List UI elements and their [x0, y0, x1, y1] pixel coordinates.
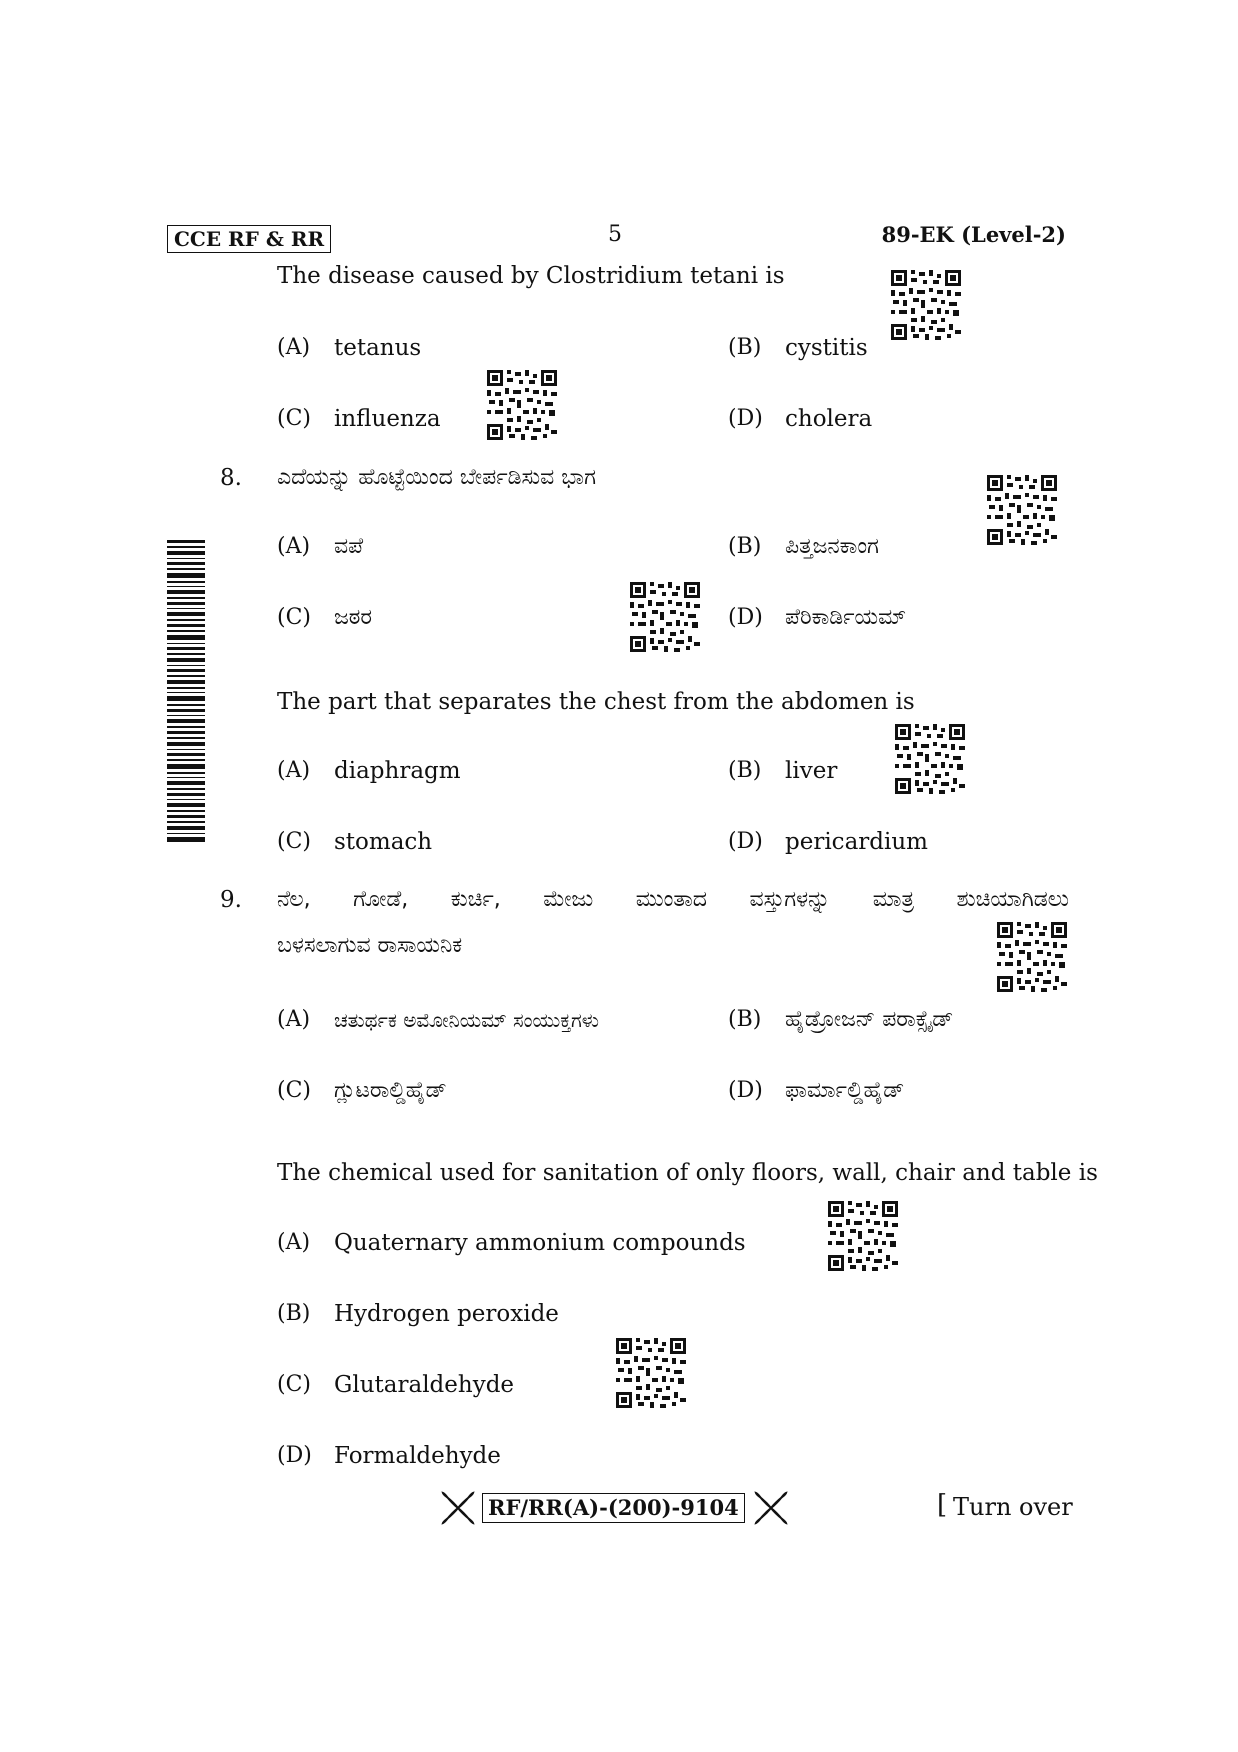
option-text: Formaldehyde: [334, 1443, 501, 1469]
page-number: 5: [608, 222, 622, 247]
option-text: ವಪೆ: [334, 534, 364, 559]
option-label: (C): [277, 829, 311, 854]
option-text: Glutaraldehyde: [334, 1372, 515, 1398]
qr-code-icon: [895, 724, 965, 794]
stem-word: ಮಾತ್ರ: [872, 887, 915, 912]
option-text: diaphragm: [334, 758, 461, 784]
option-text: cystitis: [785, 335, 868, 361]
q9-number: 9.: [220, 887, 242, 913]
option-text: ಫಾರ್ಮಾಲ್ಡಿಹೈಡ್: [785, 1078, 905, 1103]
option-text: ಚತುರ್ಥಕ ಅಮೋನಿಯಮ್ ಸಂಯುಕ್ತಗಳು: [334, 1008, 599, 1032]
option-text: pericardium: [785, 829, 928, 855]
stem-word: ಗೋಡೆ,: [353, 887, 409, 912]
option-label: (B): [728, 758, 762, 783]
option-label: (D): [728, 605, 763, 630]
qr-code-icon: [828, 1201, 898, 1271]
option-text: cholera: [785, 406, 873, 432]
q8-en-stem: The part that separates the chest from the abdomen is: [277, 689, 915, 715]
option-text: stomach: [334, 829, 433, 855]
q9-kn-stem-line2: ಬಳಸಲಾಗುವ ರಾಸಾಯನಿಕ: [277, 933, 463, 958]
stem-word: ಕುರ್ಚಿ,: [450, 887, 501, 912]
qr-code-icon: [616, 1338, 686, 1408]
qr-code-icon: [997, 922, 1067, 992]
stem-word: ವಸ್ತುಗಳನ್ನು: [749, 887, 831, 912]
q8-number: 8.: [220, 465, 242, 491]
option-label: (C): [277, 1078, 311, 1103]
option-label: (D): [728, 829, 763, 854]
option-text: ಹೈಡ್ರೋಜನ್ ಪರಾಕ್ಸೈಡ್: [785, 1007, 954, 1032]
ornament-icon: [753, 1490, 789, 1526]
qr-code-icon: [487, 370, 557, 440]
paper-code: 89-EK (Level-2): [881, 222, 1066, 247]
turn-over-bracket: [: [937, 1490, 948, 1520]
option-text: liver: [785, 758, 838, 784]
q7-en-stem: The disease caused by Clostridium tetani is: [277, 263, 785, 289]
barcode-graphic: [167, 540, 205, 842]
footer-code-box: RF/RR(A)-(200)-9104: [482, 1493, 745, 1523]
option-text: tetanus: [334, 335, 422, 361]
qr-code-icon: [987, 475, 1057, 545]
option-label: (A): [277, 1230, 311, 1255]
option-text: Hydrogen peroxide: [334, 1301, 559, 1327]
option-label: (A): [277, 1007, 311, 1032]
option-label: (A): [277, 758, 311, 783]
option-text: influenza: [334, 406, 441, 432]
header-code-box: CCE RF & RR: [167, 225, 331, 253]
option-text: ಪೆರಿಕಾರ್ಡಿಯಮ್: [785, 605, 907, 630]
option-label: (C): [277, 406, 311, 431]
option-text: ಪಿತ್ತಜನಕಾಂಗ: [785, 534, 879, 559]
stem-word: ನೆಲ,: [277, 887, 311, 912]
option-text: ಜಠರ: [334, 605, 373, 630]
turn-over-label: Turn over: [953, 1493, 1073, 1521]
option-label: (B): [728, 1007, 762, 1032]
option-label: (B): [728, 534, 762, 559]
option-text: ಗ್ಲುಟರಾಲ್ಡಿಹೈಡ್: [334, 1078, 447, 1103]
option-label: (A): [277, 534, 311, 559]
option-label: (C): [277, 605, 311, 630]
q8-kn-stem: ಎದೆಯನ್ನು ಹೊಟ್ಟೆಯಿಂದ ಬೇರ್ಪಡಿಸುವ ಭಾಗ: [277, 465, 596, 490]
q9-en-stem: The chemical used for sanitation of only floors, wall, chair and table is: [277, 1160, 1098, 1186]
option-label: (D): [277, 1443, 312, 1468]
option-label: (D): [728, 1078, 763, 1103]
qr-code-icon: [891, 270, 961, 340]
stem-word: ಶುಚಿಯಾಗಿಡಲು: [956, 887, 1069, 912]
ornament-icon: [440, 1490, 476, 1526]
option-label: (D): [728, 406, 763, 431]
option-label: (C): [277, 1372, 311, 1397]
option-text: Quaternary ammonium compounds: [334, 1230, 746, 1256]
option-label: (A): [277, 335, 311, 360]
option-label: (B): [728, 335, 762, 360]
stem-word: ಮೇಜು: [543, 887, 594, 912]
stem-word: ಮುಂತಾದ: [635, 887, 708, 912]
qr-code-icon: [630, 582, 700, 652]
option-label: (B): [277, 1301, 311, 1326]
q9-kn-stem-line1: [277, 886, 1069, 914]
